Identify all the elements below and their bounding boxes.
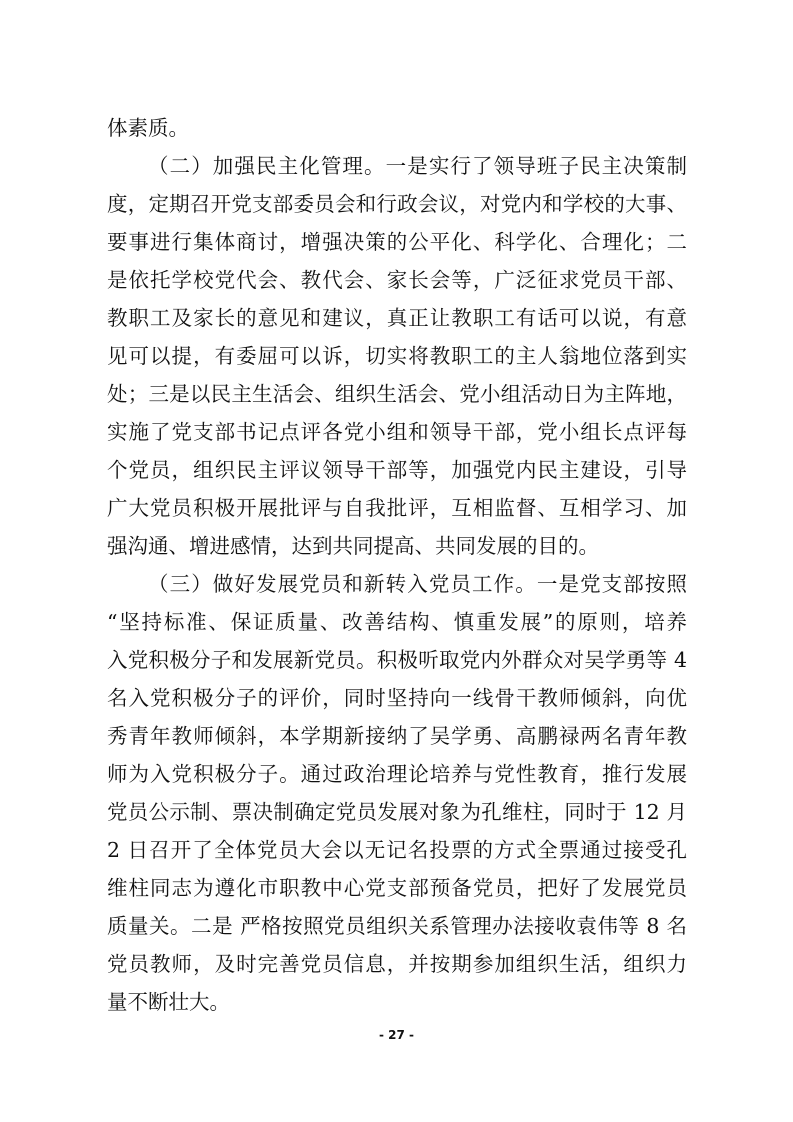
text-line: 处；三是以民主生活会、组织生活会、党小组活动日为主阵地，	[107, 382, 687, 406]
text-line: 个党员，组织民主评议领导干部等，加强党内民主建设，引导	[107, 458, 687, 482]
text-line: 体素质。	[107, 116, 189, 140]
text-line: 要事进行集体商讨，增强决策的公平化、科学化、合理化；二	[107, 230, 687, 254]
text-line: 强沟通、增进感情，达到共同提高、共同发展的目的。	[107, 534, 599, 558]
text-line: “坚持标准、保证质量、改善结构、慎重发展”的原则，培养	[107, 610, 687, 634]
text-line: 量不断壮大。	[107, 990, 230, 1014]
text-line: 秀青年教师倾斜，本学期新接纳了吴学勇、高鹏禄两名青年教	[107, 724, 687, 748]
text-line: 师为入党积极分子。通过政治理论培养与党性教育，推行发展	[107, 762, 687, 786]
text-line: 度，定期召开党支部委员会和行政会议，对党内和学校的大事、	[107, 192, 687, 216]
text-line: （二）加强民主化管理。一是实行了领导班子民主决策制	[148, 154, 687, 178]
page-number: - 27 -	[378, 1028, 414, 1042]
text-line: 教职工及家长的意见和建议，真正让教职工有话可以说，有意	[107, 306, 687, 330]
text-line: 是依托学校党代会、教代会、家长会等，广泛征求党员干部、	[107, 268, 687, 292]
text-line: 质量关。二是 严格按照党员组织关系管理办法接收袁伟等 8 名	[107, 914, 687, 938]
text-line: 党员公示制、票决制确定党员发展对象为孔维柱，同时于 12 月	[107, 800, 687, 824]
text-line: 名入党积极分子的评价，同时坚持向一线骨干教师倾斜，向优	[107, 686, 687, 710]
text-line: 2 日召开了全体党员大会以无记名投票的方式全票通过接受孔	[107, 838, 687, 862]
text-line: 入党积极分子和发展新党员。积极听取党内外群众对吴学勇等 4	[107, 648, 687, 672]
text-line: 实施了党支部书记点评各党小组和领导干部，党小组长点评每	[107, 420, 687, 444]
text-line: 见可以提，有委屈可以诉，切实将教职工的主人翁地位落到实	[107, 344, 687, 368]
text-line: 党员教师，及时完善党员信息，并按期参加组织生活，组织力	[107, 952, 687, 976]
text-line: 广大党员积极开展批评与自我批评，互相监督、互相学习、加	[107, 496, 687, 520]
text-line: 维柱同志为遵化市职教中心党支部预备党员，把好了发展党员	[107, 876, 687, 900]
text-line: （三）做好发展党员和新转入党员工作。一是党支部按照	[148, 572, 687, 596]
